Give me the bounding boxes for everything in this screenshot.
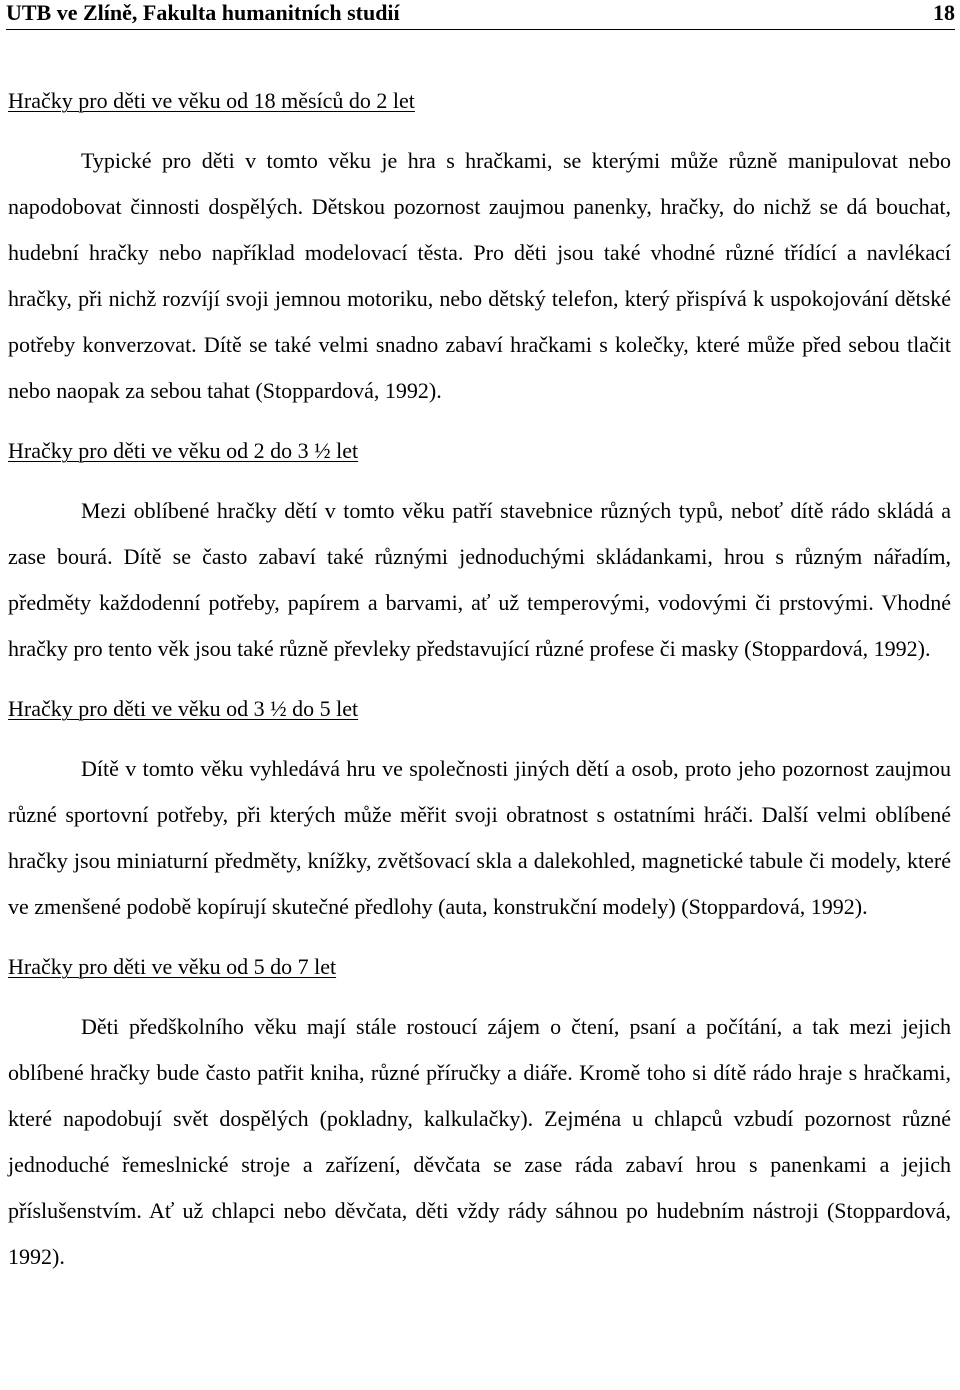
section-paragraph-3-5-5y: Dítě v tomto věku vyhledává hru ve společnosti jiných dětí a osob, proto jeho pozornost zaujmou různé sportovní potřeby, při kterých může měřit svoji obratnost s ostatními hráči. Další velmi oblíbené hračky jsou miniaturní předměty, knížky, zvětšovací skla a dalekohled, magnetické tabule či modely, které ve zmenšené podobě kopírují skutečné předlohy (auta, konstrukční modely) (Stoppardová, 1992). [8,756,951,919]
header-title: UTB ve Zlíně, Fakulta humanitních studií [6,0,400,25]
section-heading-3-5-5y: Hračky pro děti ve věku od 3 ½ do 5 let [8,696,359,721]
running-header [6,0,955,30]
page-number: 18 [933,0,955,25]
section-paragraph-2-3-5y: Mezi oblíbené hračky dětí v tomto věku patří stavebnice různých typů, neboť dítě rádo skládá a zase bourá. Dítě se často zabaví také různými jednoduchými skládankami, hrou s různým nářadím, předměty každodenní potřeby, papírem a barvami, ať už temperovými, vodovými či prstovými. Vhodné hračky pro tento věk jsou také různě převleky představující různé profese či masky (Stoppardová, 1992). [8,498,951,661]
section-paragraph-5-7y: Děti předškolního věku mají stále rostoucí zájem o čtení, psaní a počítání, a tak mezi jejich oblíbené hračky bude často patřit kniha, různé příručky a diáře. Kromě toho si dítě rádo hraje s hračkami, které napodobují svět dospělých (pokladny, kalkulačky). Zejména u chlapců vzbudí pozornost různé jednoduché řemeslnické stroje a zařízení, děvčata se zase ráda zabaví hrou s panenkami a jejich příslušenstvím. Ať už chlapci nebo děvčata, děti vždy rády sáhnou po hudebním nástroji (Stoppardová, 1992). [8,1014,951,1269]
section-heading-2-3-5y: Hračky pro děti ve věku od 2 do 3 ½ let [8,438,359,463]
section-heading-5-7y: Hračky pro děti ve věku od 5 do 7 let [8,954,337,979]
section-heading-18m-2y: Hračky pro děti ve věku od 18 měsíců do 2 let [8,88,415,113]
section-paragraph-18m-2y: Typické pro děti v tomto věku je hra s hračkami, se kterými může různě manipulovat nebo napodobovat činnosti dospělých. Dětskou pozornost zaujmou panenky, hračky, do nichž se dá bouchat, hudební hračky nebo například modelovací těsta. Pro děti jsou také vhodné různé třídící a navlékací hračky, při nichž rozvíjí svoji jemnou motoriku, nebo dětský telefon, který přispívá k uspokojování dětské potřeby konverzovat. Dítě se také velmi snadno zabaví hračkami s kolečky, které může před sebou tlačit nebo naopak za sebou tahat (Stoppardová, 1992). [8,148,951,403]
